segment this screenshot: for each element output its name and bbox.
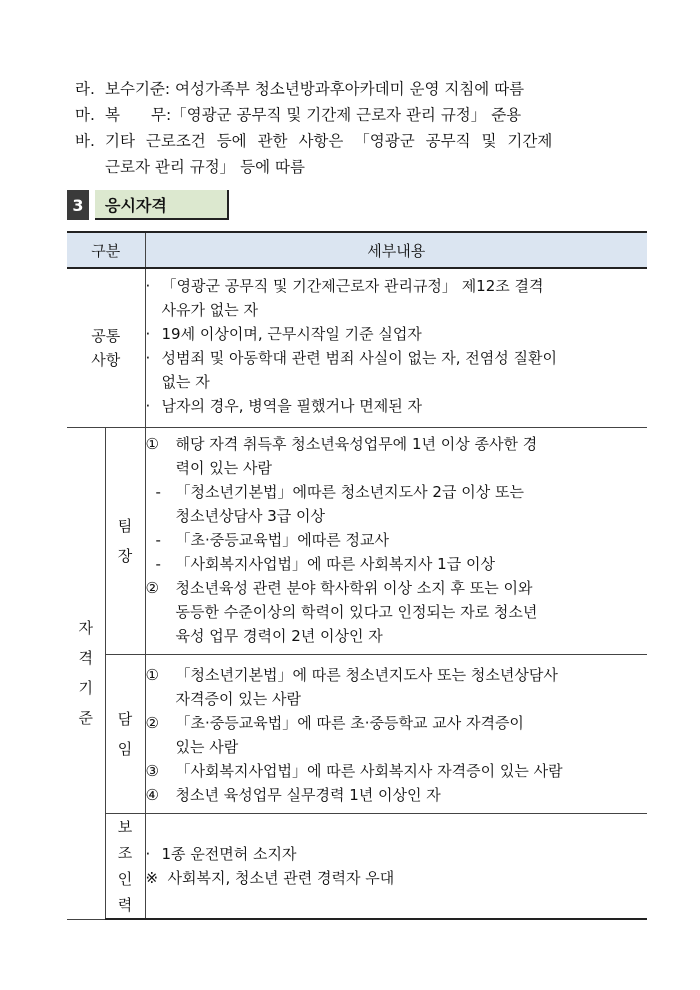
list-item: ③ 「사회복지사업법」에 따른 사회복지사 자격증이 있는 사람 <box>145 762 563 780</box>
list-item: · 19세 이상이며, 근무시작일 기준 실업자 <box>145 325 422 343</box>
item-text: 근로자 관리 규정」 등에 따름 <box>105 158 305 176</box>
item-text: 기타 근로조건 등에 관한 사항은 「영광군 공무직 및 기간제 <box>105 132 553 150</box>
header-details: 세부내용 <box>145 232 647 268</box>
intro-item-ra <box>75 76 645 102</box>
list-item: - 「사회복지사업법」에 따른 사회복지사 1급 이상 <box>155 555 495 573</box>
header-category: 구분 <box>67 232 145 268</box>
table-row-leader <box>67 428 647 655</box>
item-text: 보수기준: 여성가족부 청소년방과후아카데미 운영 지침에 따름 <box>105 80 525 98</box>
list-item: ② 청소년육성 관련 분야 학사학위 이상 소지 후 또는 이와 동등한 수준이상의 학력이 있다고 인정되는 자로 청소년 육성 업무 경력이 2년 이상인 자 <box>145 579 538 645</box>
item-marker: 라. <box>75 80 95 98</box>
common-details <box>145 268 647 428</box>
list-item: ④ 청소년 육성업무 실무경력 1년 이상인 자 <box>145 786 441 804</box>
section-heading <box>67 190 229 220</box>
list-item: ② 「초·중등교육법」에 따른 초·중등학교 교사 자격증이 있는 사람 <box>145 714 524 756</box>
list-item: · 남자의 경우, 병역을 필했거나 면제된 자 <box>145 397 422 415</box>
assist-details <box>145 814 647 920</box>
intro-item-ba <box>75 128 645 154</box>
row-label-assist: 보 조 인 력 <box>105 814 145 920</box>
table-row-assist <box>67 814 647 920</box>
table-row-common <box>67 268 647 428</box>
list-item: - 「청소년기본법」에따른 청소년지도사 2급 이상 또는 청소년상담사 3급 이상 <box>155 483 524 525</box>
leader-details <box>145 428 647 655</box>
row-label-qualification: 자 격 기 준 <box>67 428 105 920</box>
section-title: 응시자격 <box>95 190 229 220</box>
item-marker: 바. <box>75 132 95 150</box>
row-label-staff: 담 임 <box>105 655 145 814</box>
list-item: ① 해당 자격 취득후 청소년육성업무에 1년 이상 종사한 경 력이 있는 사람 <box>145 435 538 477</box>
item-marker: 마. <box>75 106 95 124</box>
intro-list <box>75 76 645 180</box>
item-label: 복 무: <box>105 106 172 124</box>
row-label-common: 공통 사항 <box>67 268 145 428</box>
intro-item-ba-continued <box>75 154 645 180</box>
staff-details <box>145 655 647 814</box>
list-item: · 1종 운전면허 소지자 <box>145 845 297 863</box>
item-text: 「영광군 공무직 및 기간제 근로자 관리 규정」 준용 <box>171 106 522 124</box>
section-number: 3 <box>67 190 89 220</box>
intro-item-ma <box>75 102 645 128</box>
table-row-staff <box>67 655 647 814</box>
list-item: · 「영광군 공무직 및 기간제근로자 관리규정」 제12조 결격 사유가 없는 자 <box>145 277 544 319</box>
table-header-row <box>67 232 647 268</box>
list-item: ① 「청소년기본법」에 따른 청소년지도사 또는 청소년상담사 자격증이 있는 사람 <box>145 666 558 708</box>
list-item: · 성범죄 및 아동학대 관련 범죄 사실이 없는 자, 전염성 질환이 없는 자 <box>145 349 557 391</box>
requirements-table <box>67 231 647 920</box>
list-item: ※ 사회복지, 청소년 관련 경력자 우대 <box>145 869 395 887</box>
list-item: - 「초·중등교육법」에따른 정교사 <box>155 531 389 549</box>
row-label-leader: 팀 장 <box>105 428 145 655</box>
